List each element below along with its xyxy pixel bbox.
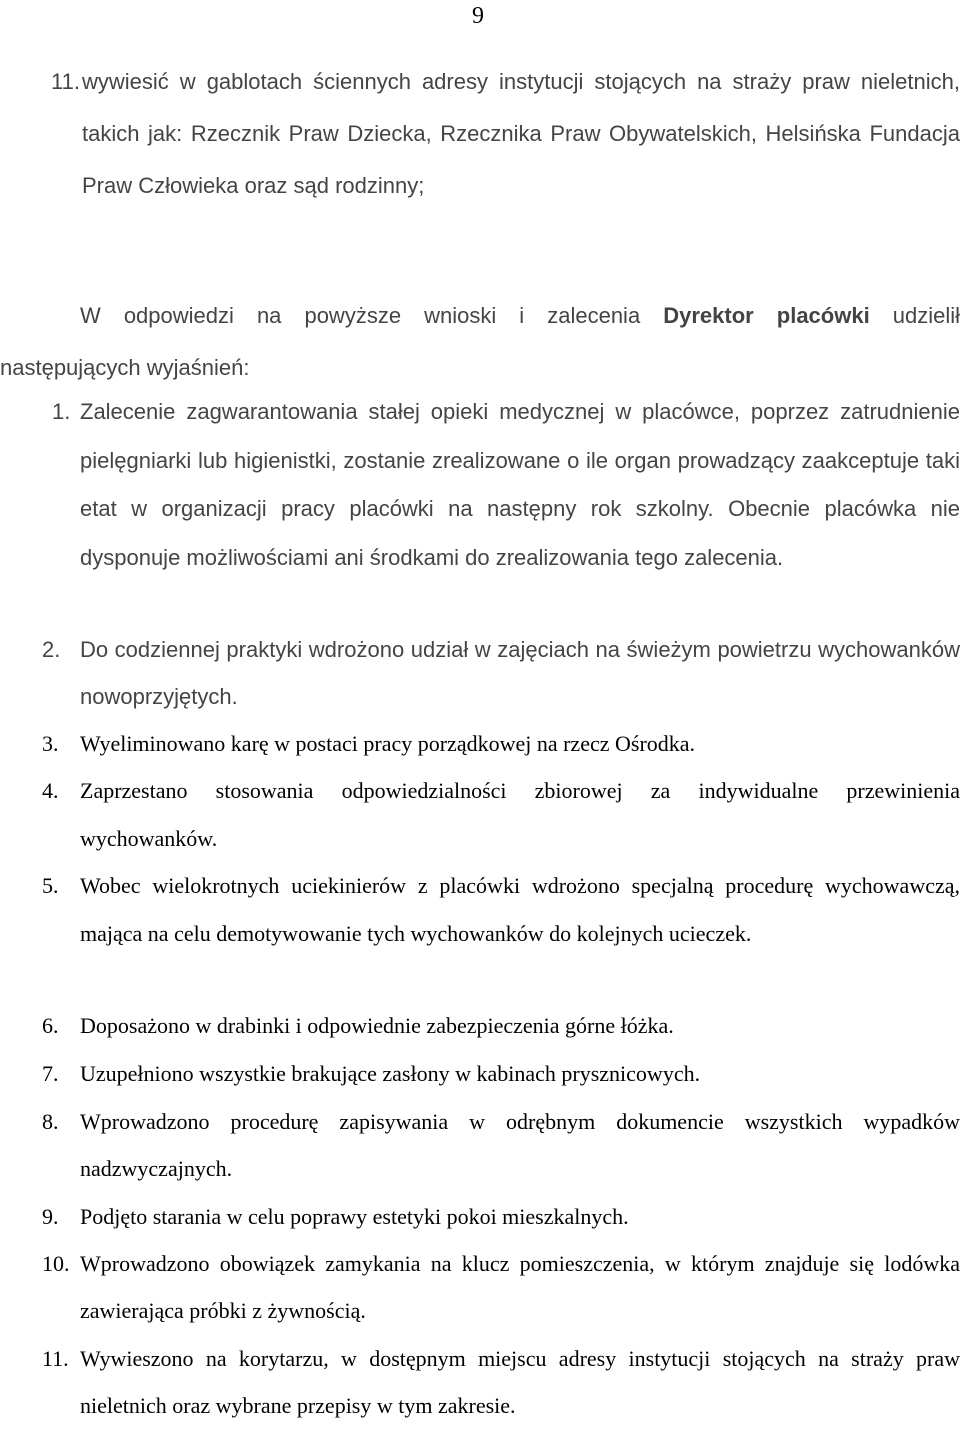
item-text: Wprowadzono procedurę zapisywania w odrębnym dokumencie wszystkich wypadków nadzwyczajnych. bbox=[80, 1109, 960, 1181]
item-number: 8. bbox=[42, 1109, 59, 1134]
item-text: Podjęto starania w celu poprawy estetyki pokoi mieszkalnych. bbox=[80, 1204, 629, 1229]
item-text: wywiesić w gablotach ściennych adresy instytucji stojących na straży praw nieletnich, takich jak: Rzecznik Praw Dziecka, Rzecznika Praw Obywatelskich, Helsińska Fundacja Praw Człowieka oraz sąd rodzinny; bbox=[82, 69, 960, 198]
response-item-8 bbox=[0, 1098, 960, 1192]
item-number: 1. bbox=[52, 399, 71, 424]
item-number: 7. bbox=[42, 1061, 59, 1086]
response-item-1 bbox=[0, 388, 960, 582]
response-item-4 bbox=[0, 767, 960, 863]
item-number: 2. bbox=[42, 637, 61, 662]
item-number: 3. bbox=[42, 731, 59, 756]
item-number: 11. bbox=[42, 1346, 69, 1371]
item-number: 9. bbox=[42, 1204, 59, 1229]
recommendation-item-11 bbox=[0, 56, 960, 212]
item-text: Wprowadzono obowiązek zamykania na klucz pomieszczenia, w którym znajduje się lodówka zawierająca próbki z żywnością. bbox=[80, 1251, 960, 1323]
item-text: Zaprzestano stosowania odpowiedzialności zbiorowej za indywidualne przewinienia wychowanków. bbox=[80, 778, 960, 851]
item-text: Wobec wielokrotnych uciekinierów z placówki wdrożono specjalną procedurę wychowawczą, mająca na celu demotywowanie tych wychowanków do kolejnych ucieczek. bbox=[80, 873, 960, 946]
item-text: Doposażono w drabinki i odpowiednie zabezpieczenia górne łóżka. bbox=[80, 1013, 674, 1038]
item-text: Do codziennej praktyki wdrożono udział w zajęciach na świeżym powietrzu wychowanków nowoprzyjętych. bbox=[80, 637, 960, 709]
intro-text-part1: W odpowiedzi na powyższe wnioski i zalecenia bbox=[80, 303, 664, 328]
response-item-3 bbox=[0, 721, 960, 767]
item-number: 4. bbox=[42, 778, 59, 803]
response-item-6 bbox=[0, 1003, 960, 1049]
item-text: Zalecenie zagwarantowania stałej opieki medycznej w placówce, poprzez zatrudnienie pielęgniarki lub higienistki, zostanie zrealizowane o ile organ prowadzący zaakceptuje taki etat w organizacji pracy placówki na następny rok szkolny. Obecnie placówka nie dysponuje możliwościami ani środkami do zrealizowania tego zalecenia. bbox=[80, 399, 960, 570]
response-item-10 bbox=[0, 1240, 960, 1334]
intro-line-2: następujących wyjaśnień: bbox=[0, 355, 250, 380]
response-item-9 bbox=[0, 1194, 960, 1240]
page-number: 9 bbox=[472, 3, 484, 29]
response-item-2 bbox=[0, 626, 960, 720]
item-text: Wywieszono na korytarzu, w dostępnym miejscu adresy instytucji stojących na straży praw nieletnich oraz wybrane przepisy w tym zakresie. bbox=[80, 1346, 960, 1418]
item-text: Wyeliminowano karę w postaci pracy porządkowej na rzecz Ośrodka. bbox=[80, 731, 696, 756]
intro-paragraph bbox=[0, 290, 960, 394]
item-number: 6. bbox=[42, 1013, 59, 1038]
response-item-11 bbox=[0, 1335, 960, 1429]
item-number: 10. bbox=[42, 1251, 70, 1276]
intro-text-part2: udzielił bbox=[869, 303, 960, 328]
response-item-5 bbox=[0, 862, 960, 958]
item-text: Uzupełniono wszystkie brakujące zasłony w kabinach prysznicowych. bbox=[80, 1061, 701, 1086]
intro-text-bold: Dyrektor placówki bbox=[663, 303, 870, 328]
item-number: 11. bbox=[51, 69, 80, 94]
response-item-7 bbox=[0, 1051, 960, 1097]
item-number: 5. bbox=[42, 873, 59, 898]
intro-line-1 bbox=[0, 290, 960, 342]
